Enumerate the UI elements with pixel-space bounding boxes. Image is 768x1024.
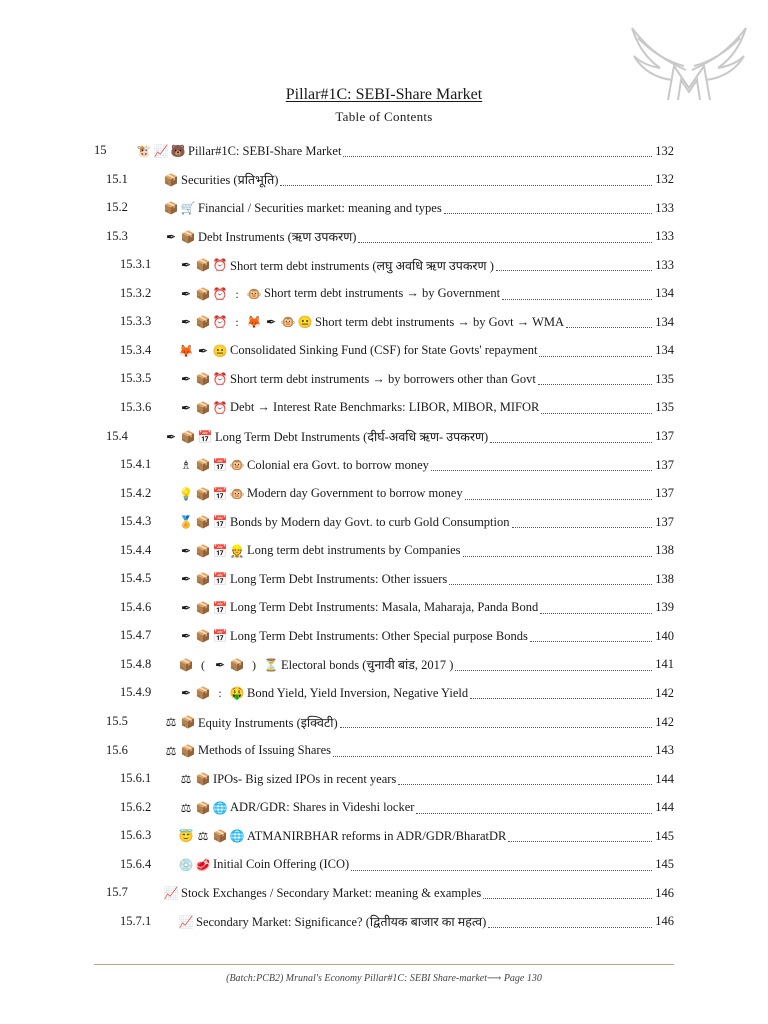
toc-number: 15.3 [106, 228, 128, 243]
toc-title: ATMANIRBHAR reforms in ADR/GDR/BharatDR [247, 828, 507, 843]
emoji-icon: 🐻 [170, 144, 186, 158]
toc-page-number: 139 [655, 600, 674, 615]
toc-title: Methods of Issuing Shares [198, 743, 331, 758]
toc-number: 15.5 [106, 714, 128, 728]
toc-title: Secondary Market: Significance? (द्वितीयक बाजार का महत्व) [196, 915, 487, 930]
toc-entry[interactable] [178, 511, 674, 533]
toc-icons [136, 143, 186, 159]
emoji-icon: 📈 [178, 914, 194, 929]
toc-number: 15.4.8 [120, 656, 152, 671]
toc-page-number: 134 [655, 314, 674, 329]
toc-row[interactable] [0, 625, 768, 647]
emoji-icon: 📈 [163, 886, 179, 901]
page-subtitle: Table of Contents [335, 109, 433, 124]
toc-row[interactable] [0, 311, 768, 333]
emoji-icon: ) [252, 657, 256, 672]
emoji-icon: 📦 [195, 486, 211, 501]
toc-title: Securities (प्रतिभूति) [181, 173, 279, 188]
dot-leader [280, 174, 652, 186]
emoji-icon: 😐 [297, 315, 313, 330]
toc-title: Bond Yield, Yield Inversion, Negative Yield [247, 685, 469, 700]
emoji-icon: 📅 [212, 458, 228, 473]
emoji-icon: ✒ [180, 543, 192, 558]
emoji-icon: 🏅 [178, 515, 194, 530]
dot-leader [540, 602, 652, 614]
toc-number: 15.4.7 [120, 628, 152, 643]
toc-title: Short term debt instruments → by Government [264, 286, 501, 301]
toc-title: Pillar#1C: SEBI-Share Market [188, 143, 342, 158]
toc-icons [178, 771, 211, 787]
toc-row[interactable] [0, 825, 768, 847]
toc-entry[interactable] [178, 483, 674, 505]
emoji-icon: 📦 [212, 829, 228, 844]
emoji-icon: ✒ [180, 258, 192, 273]
toc-entry[interactable] [178, 254, 674, 276]
toc-page-number: 133 [655, 200, 674, 215]
toc-row[interactable] [0, 254, 768, 276]
emoji-icon: ✒ [165, 229, 177, 244]
toc-entry[interactable] [178, 768, 674, 790]
toc-icons [178, 914, 194, 930]
emoji-icon: 📦 [195, 772, 211, 787]
emoji-icon: 📦 [163, 201, 179, 216]
emoji-icon: 🥩 [195, 857, 211, 872]
dot-leader [340, 716, 653, 728]
emoji-icon: ♗ [180, 458, 192, 473]
emoji-icon: 😇 [178, 829, 194, 844]
emoji-icon: 📦 [195, 372, 211, 387]
toc-entry[interactable] [178, 654, 674, 676]
dot-leader [496, 259, 652, 271]
toc-title: Electoral bonds (चुनावी बांड, 2017 ) [281, 658, 454, 673]
toc-title: Financial / Securities market: meaning and types [198, 200, 442, 215]
emoji-icon: ⚖ [165, 743, 177, 758]
dot-leader [490, 431, 652, 443]
toc-row[interactable] [0, 483, 768, 505]
emoji-icon: 📅 [212, 572, 228, 587]
dot-leader [566, 316, 652, 328]
emoji-icon: ⏰ [212, 400, 228, 415]
emoji-icon: 📅 [212, 486, 228, 501]
toc-title: Stock Exchanges / Secondary Market: meaning & examples [181, 885, 482, 900]
dot-leader [343, 145, 652, 157]
emoji-icon: 🌐 [212, 800, 228, 815]
footer-divider [94, 964, 674, 965]
dot-leader [541, 402, 652, 414]
emoji-icon: 🤑 [229, 686, 245, 701]
toc-page-number: 142 [655, 685, 674, 700]
toc-number: 15.4.3 [120, 514, 152, 529]
toc-icons [163, 429, 213, 445]
toc-row[interactable] [0, 368, 768, 390]
dot-leader [463, 545, 653, 557]
toc-row[interactable] [0, 283, 768, 305]
dot-leader [512, 516, 653, 528]
dot-leader [351, 859, 652, 871]
toc-row[interactable] [0, 597, 768, 619]
dot-leader [416, 802, 652, 814]
toc-title: Consolidated Sinking Fund (CSF) for State Govts' repayment [230, 343, 538, 358]
toc-icons [178, 486, 245, 502]
emoji-icon: : [235, 286, 239, 301]
emoji-icon: ✒ [180, 400, 192, 415]
dot-leader [333, 745, 652, 757]
toc-row[interactable] [0, 340, 768, 362]
toc-number: 15.7.1 [120, 913, 152, 928]
toc-icons [178, 828, 245, 844]
toc-number: 15.6.2 [120, 799, 152, 814]
emoji-icon: 📦 [195, 315, 211, 330]
page-footer: (Batch:PCB2) Mrunal's Economy Pillar#1C: SEBI Share-market⟶ Page 130 [226, 973, 542, 984]
emoji-icon: ⚖ [180, 772, 192, 787]
emoji-icon: ⏰ [212, 315, 228, 330]
dot-leader [465, 488, 653, 500]
emoji-icon: 🦊 [178, 343, 194, 358]
toc-row[interactable] [0, 911, 768, 933]
emoji-icon: 📦 [180, 229, 196, 244]
emoji-icon: ✒ [180, 600, 192, 615]
dot-leader [398, 773, 652, 785]
toc-page-number: 135 [655, 400, 674, 415]
toc-entry[interactable] [163, 226, 674, 248]
toc-number: 15.6.4 [120, 856, 152, 871]
emoji-icon: 📦 [195, 258, 211, 273]
toc-icons [178, 800, 228, 816]
toc-entry[interactable] [178, 454, 674, 476]
emoji-icon: 📦 [180, 429, 196, 444]
emoji-icon: ✒ [180, 286, 192, 301]
dot-leader [488, 916, 652, 928]
dot-leader [444, 202, 653, 214]
emoji-icon: 📦 [163, 172, 179, 187]
toc-title: Modern day Government to borrow money [247, 486, 463, 501]
toc-icons [163, 172, 179, 188]
toc-page-number: 132 [655, 143, 674, 158]
toc-number: 15.2 [106, 200, 128, 215]
toc-entry[interactable] [136, 140, 674, 162]
toc-number: 15.7 [106, 885, 128, 900]
emoji-icon: ⚖ [180, 800, 192, 815]
toc-number: 15.4.6 [120, 599, 152, 614]
toc-icons [178, 400, 228, 416]
toc-icons [178, 857, 211, 873]
toc-entry[interactable] [178, 911, 674, 933]
toc-page-number: 135 [655, 371, 674, 386]
emoji-icon: 📦 [195, 400, 211, 415]
toc-number: 15.1 [106, 171, 128, 186]
toc-icons [178, 371, 228, 387]
toc-title: Long Term Debt Instruments (दीर्घ-अवधि ऋण- उपकरण) [215, 430, 489, 444]
toc-title: ADR/GDR: Shares in Videshi locker [230, 800, 415, 815]
emoji-icon: 🐵 [229, 458, 245, 473]
toc-page-number: 133 [655, 257, 674, 272]
toc-row[interactable] [0, 426, 768, 448]
toc-icons [178, 257, 228, 273]
toc-title: IPOs- Big sized IPOs in recent years [213, 771, 397, 786]
toc-number: 15.3.5 [120, 371, 152, 386]
emoji-icon: ✒ [180, 629, 192, 644]
emoji-icon: 🐵 [246, 286, 262, 301]
toc-number: 15.6.1 [120, 771, 152, 786]
toc-icons [178, 457, 245, 473]
emoji-icon: 🐵 [229, 486, 245, 501]
toc-row[interactable] [0, 682, 768, 704]
toc-number: 15.3.6 [120, 399, 152, 414]
toc-number: 15.3.4 [120, 342, 152, 357]
toc-entry[interactable] [163, 426, 674, 448]
toc-number: 15.3.3 [120, 314, 152, 329]
toc-page-number: 134 [655, 286, 674, 301]
dot-leader [455, 659, 652, 671]
toc-title: Long term debt instruments by Companies [247, 543, 461, 558]
toc-number: 15.4 [106, 428, 128, 443]
emoji-icon: 📅 [212, 543, 228, 558]
toc-icons [178, 685, 245, 701]
emoji-icon: ✒ [180, 572, 192, 587]
dot-leader [358, 231, 652, 243]
dot-leader [483, 887, 652, 899]
toc-page-number: 140 [655, 628, 674, 643]
emoji-icon: ✒ [180, 315, 192, 330]
toc-entry[interactable] [163, 711, 674, 733]
toc-row[interactable] [0, 797, 768, 819]
emoji-icon: 📦 [178, 657, 194, 672]
toc-icons [178, 628, 228, 644]
dot-leader [538, 373, 652, 385]
emoji-icon: 📦 [180, 743, 196, 758]
dot-leader [431, 459, 652, 471]
toc-entry[interactable] [178, 597, 674, 619]
toc-title: Debt Instruments (ऋण उपकरण) [198, 230, 357, 245]
dot-leader [508, 830, 652, 842]
toc-row[interactable] [0, 140, 768, 162]
toc-title: Long Term Debt Instruments: Other issuers [230, 571, 448, 586]
toc-title: Short term debt instruments (लघु अवधि ऋण उपकरण ) [230, 258, 494, 273]
toc-title: Initial Coin Offering (ICO) [213, 857, 350, 872]
toc-page-number: 146 [655, 914, 674, 929]
toc-row[interactable] [0, 882, 768, 904]
toc-entry[interactable] [178, 340, 674, 362]
emoji-icon: 📦 [195, 800, 211, 815]
toc-title: Long Term Debt Instruments: Other Special purpose Bonds [230, 628, 528, 643]
toc-page-number: 134 [655, 343, 674, 358]
toc-title: Colonial era Govt. to borrow money [247, 457, 429, 472]
toc-row[interactable] [0, 511, 768, 533]
toc-title: Debt → Interest Rate Benchmarks: LIBOR, MIBOR, MIFOR [230, 400, 540, 415]
toc-row[interactable] [0, 740, 768, 762]
emoji-icon: ✒ [265, 315, 277, 330]
toc-entry[interactable] [163, 197, 674, 219]
toc-icons [178, 343, 228, 359]
toc-entry[interactable] [178, 368, 674, 390]
toc-page-number: 145 [655, 857, 674, 872]
toc-page-number: 137 [655, 429, 674, 443]
toc-page-number: 144 [655, 800, 674, 815]
toc-icons [163, 229, 196, 245]
emoji-icon: 📦 [195, 686, 211, 701]
emoji-icon: 🐮 [136, 144, 152, 158]
toc-entry[interactable] [163, 169, 674, 191]
toc-icons [178, 286, 262, 302]
emoji-icon: 📦 [180, 715, 196, 729]
emoji-icon: 📦 [195, 543, 211, 558]
toc-entry[interactable] [178, 540, 674, 562]
emoji-icon: 📦 [195, 458, 211, 473]
emoji-icon: 📦 [195, 629, 211, 644]
emoji-icon: ⚖ [197, 829, 209, 844]
dot-leader [539, 345, 652, 357]
toc-page-number: 132 [655, 172, 674, 187]
emoji-icon: 📅 [212, 629, 228, 644]
toc-number: 15.4.2 [120, 485, 152, 500]
toc-row[interactable] [0, 854, 768, 876]
emoji-icon: 🐵 [280, 315, 296, 330]
page-title: Pillar#1C: SEBI-Share Market [285, 86, 483, 103]
emoji-icon: ✒ [180, 372, 192, 387]
toc-number: 15.4.4 [120, 542, 152, 557]
toc-icons [178, 657, 279, 673]
dot-leader [470, 687, 652, 699]
toc-page-number: 138 [655, 571, 674, 586]
toc-number: 15.4.1 [120, 457, 152, 472]
toc-title: Long Term Debt Instruments: Masala, Maharaja, Panda Bond [230, 600, 539, 615]
emoji-icon: 📦 [229, 657, 245, 672]
dot-leader [530, 630, 652, 642]
toc-row[interactable] [0, 568, 768, 590]
toc-title: Short term debt instruments → by borrowers other than Govt [230, 371, 536, 386]
emoji-icon: 💿 [178, 857, 194, 872]
toc-icons [178, 571, 228, 587]
toc-row[interactable] [0, 711, 768, 733]
emoji-icon: ( [201, 657, 205, 672]
toc-entry[interactable] [178, 283, 674, 305]
toc-row[interactable] [0, 397, 768, 419]
emoji-icon: 📈 [153, 144, 169, 158]
toc-row[interactable] [0, 169, 768, 191]
emoji-icon: 📦 [195, 286, 211, 301]
emoji-icon: ⏰ [212, 372, 228, 387]
toc-page-number: 146 [655, 885, 674, 900]
toc-page-number: 137 [655, 486, 674, 501]
toc-entry[interactable] [178, 568, 674, 590]
toc-icons [163, 200, 196, 216]
toc-icons [163, 743, 196, 759]
toc-entry[interactable] [178, 397, 674, 419]
toc-page-number: 137 [655, 514, 674, 529]
emoji-icon: 🛒 [180, 201, 196, 216]
toc-icons [178, 314, 313, 330]
emoji-icon: ⏳ [263, 657, 279, 672]
toc-page-number: 143 [655, 743, 674, 758]
toc-number: 15.3.2 [120, 285, 152, 300]
emoji-icon: ✒ [197, 343, 209, 358]
toc-icons [163, 885, 179, 901]
toc-entry[interactable] [178, 682, 674, 704]
toc-icons [178, 514, 228, 530]
toc-row[interactable] [0, 454, 768, 476]
emoji-icon: 👷 [229, 543, 245, 558]
toc-icons [178, 543, 245, 559]
emoji-icon: 📅 [197, 429, 213, 444]
emoji-icon: 😐 [212, 343, 228, 358]
emoji-icon: 📦 [195, 600, 211, 615]
toc-page-number: 138 [655, 543, 674, 558]
toc-number: 15.6.3 [120, 828, 152, 843]
toc-number: 15.4.5 [120, 571, 152, 586]
emoji-icon: 📅 [212, 515, 228, 530]
emoji-icon: 🦊 [246, 315, 262, 330]
toc-title: Short term debt instruments → by Govt → WMA [315, 314, 565, 329]
dot-leader [449, 573, 652, 585]
toc-page-number: 141 [655, 657, 674, 672]
dot-leader [502, 288, 652, 300]
toc-page-number: 137 [655, 457, 674, 472]
toc-entry[interactable] [163, 740, 674, 762]
toc-title: Equity Instruments (इक्विटी) [198, 715, 338, 730]
toc-page-number: 145 [655, 828, 674, 843]
emoji-icon: ⏰ [212, 258, 228, 273]
emoji-icon: : [218, 686, 222, 701]
toc-entry[interactable] [178, 797, 674, 819]
toc-page-number: 144 [655, 771, 674, 786]
emoji-icon: 📦 [195, 515, 211, 530]
toc-icons [163, 714, 196, 730]
emoji-icon: 📅 [212, 600, 228, 615]
toc-entry[interactable] [178, 854, 674, 876]
toc-title: Bonds by Modern day Govt. to curb Gold Consumption [230, 514, 510, 529]
toc-number: 15.3.1 [120, 257, 152, 272]
emoji-icon: 💡 [178, 486, 194, 501]
emoji-icon: ✒ [165, 429, 177, 444]
toc-page-number: 133 [655, 229, 674, 244]
toc-row[interactable] [0, 197, 768, 219]
toc-entry[interactable] [163, 882, 674, 904]
emoji-icon: : [235, 315, 239, 330]
toc-row[interactable] [0, 226, 768, 248]
toc-entry[interactable] [178, 825, 674, 847]
toc-number: 15.6 [106, 742, 128, 757]
emoji-icon: 📦 [195, 572, 211, 587]
toc-icons [178, 600, 228, 616]
toc-row[interactable] [0, 768, 768, 790]
toc-number: 15 [94, 143, 107, 157]
toc-number: 15.4.9 [120, 685, 152, 700]
emoji-icon: ⏰ [212, 286, 228, 301]
toc-entry[interactable] [178, 625, 674, 647]
toc-page-number: 142 [655, 714, 674, 729]
emoji-icon: ✒ [180, 686, 192, 701]
toc-row[interactable] [0, 540, 768, 562]
toc-row[interactable] [0, 654, 768, 676]
emoji-icon: ⚖ [165, 715, 177, 729]
emoji-icon: 🌐 [229, 829, 245, 844]
toc-entry[interactable] [178, 311, 674, 333]
emoji-icon: ✒ [214, 657, 226, 672]
